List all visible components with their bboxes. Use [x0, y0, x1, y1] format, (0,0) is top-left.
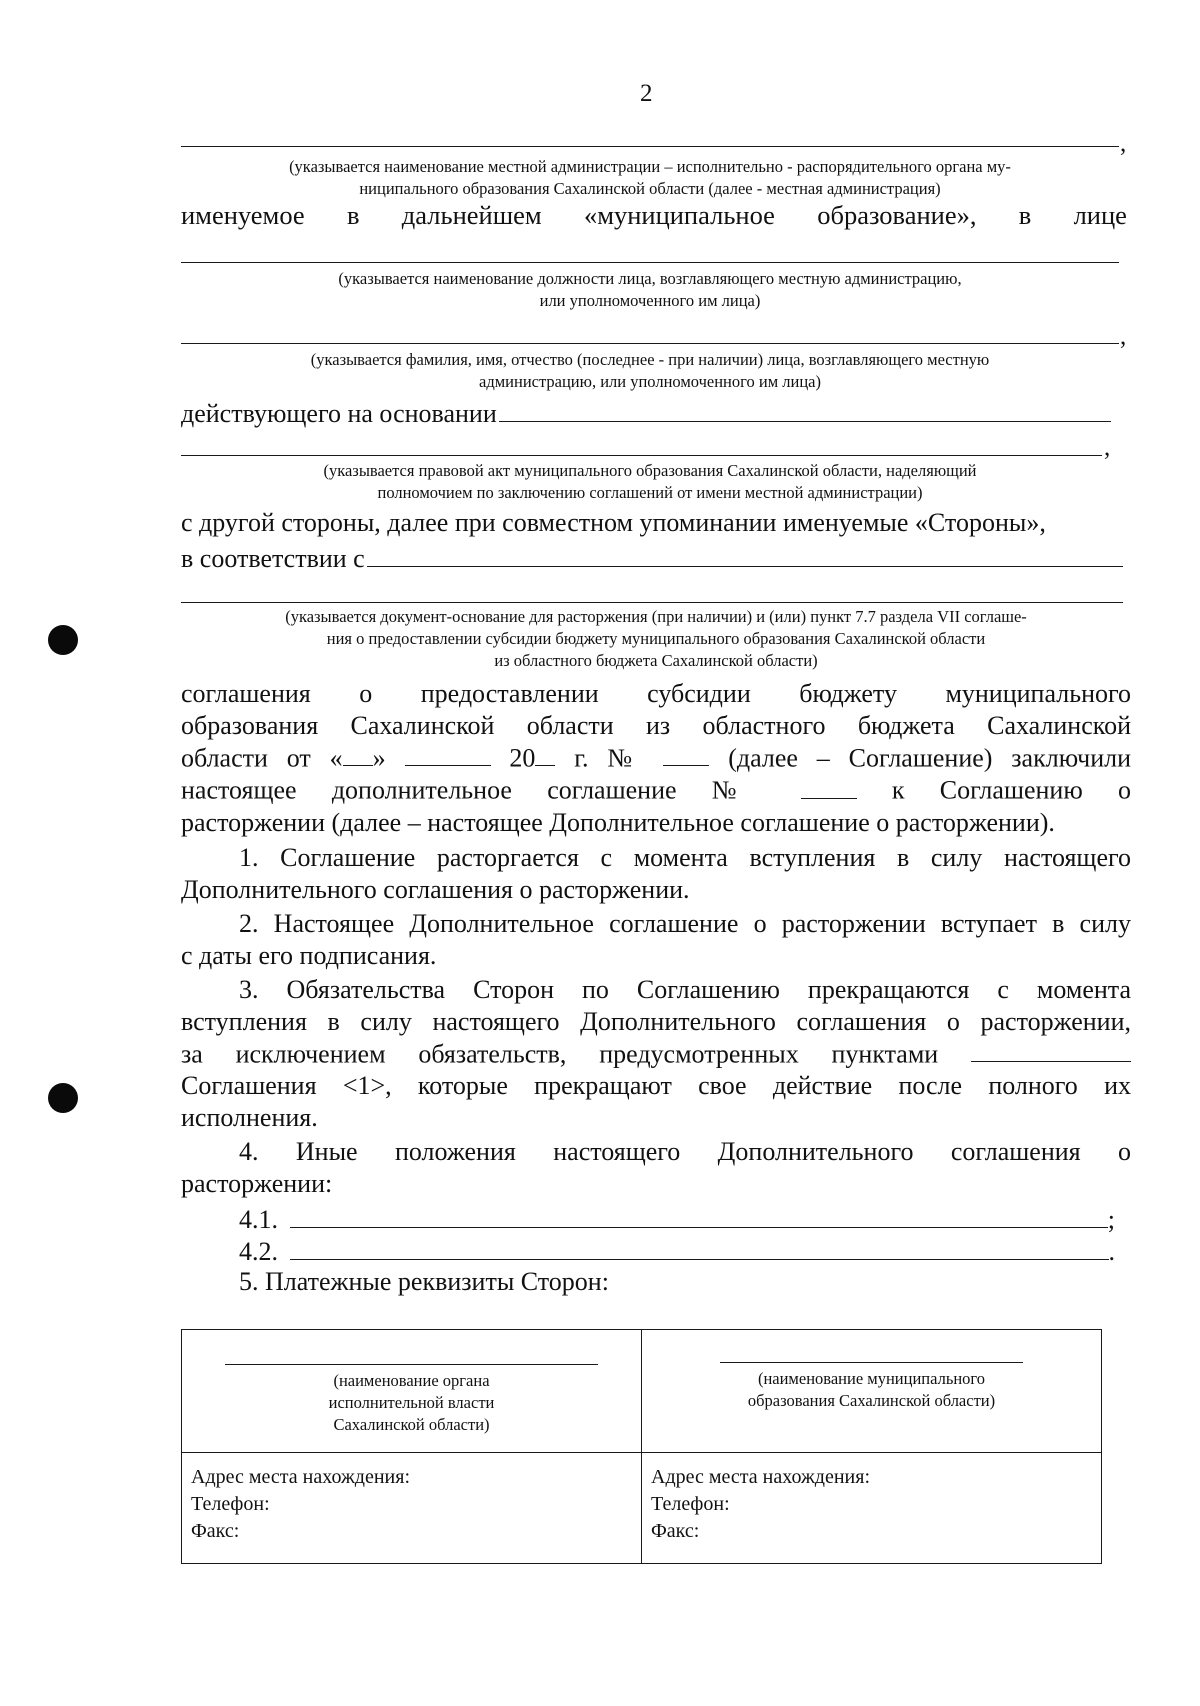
acting-basis-blank	[499, 396, 1111, 422]
left-address-cell	[182, 1453, 642, 1564]
comma-mark: ,	[1120, 323, 1127, 350]
note-position: (указывается наименование должности лица, возглавляющего местную администрацию, или уполномоченного им лица)	[338, 269, 962, 310]
left-header-cell	[182, 1330, 642, 1453]
named-clause: именуемое в дальнейшем «муниципальное образование», в лице	[181, 200, 1127, 230]
right-name-line	[720, 1362, 1023, 1363]
number-blank	[663, 742, 709, 766]
supplement-number-blank	[801, 774, 857, 798]
legal-act-line	[181, 455, 1102, 456]
agreement-date-line: области от « » 20 г. № (далее – Соглашение) заключили	[181, 743, 1132, 773]
fax-label: Факс:	[651, 1520, 700, 1542]
left-caption: (наименование органа исполнительной власти Сахалинской области)	[328, 1371, 495, 1434]
punch-hole-top	[48, 625, 78, 655]
fax-label: Факс:	[191, 1520, 240, 1542]
position-line	[181, 262, 1119, 263]
day-blank	[343, 742, 373, 766]
item-4-1: 4.1. ;	[239, 1202, 1115, 1236]
requisites-table	[181, 1329, 1102, 1564]
according-blank	[367, 541, 1123, 567]
item-4-1-blank	[290, 1202, 1108, 1228]
right-header-cell	[642, 1330, 1102, 1453]
item-2: 2. Настоящее Дополнительное соглашение о расторжении вступает в силу	[239, 909, 1131, 938]
punch-hole-bottom	[48, 1083, 78, 1113]
acting-basis-row: действующего на основании	[181, 396, 1111, 430]
item-3: 3. Обязательства Сторон по Соглашению прекращаются с момента	[239, 975, 1131, 1004]
item-5: 5. Платежные реквизиты Сторон:	[239, 1267, 609, 1296]
note-legal-act: (указывается правовой акт муниципального образования Сахалинской области, наделяющий полномочием по заключению соглашений от имени местной администрации)	[323, 461, 977, 502]
item-4: 4. Иные положения настоящего Дополнительного соглашения о	[239, 1137, 1131, 1167]
points-blank	[971, 1038, 1131, 1062]
phone-label: Телефон:	[191, 1493, 270, 1515]
basis-document-line	[181, 602, 1123, 603]
page-number: 2	[640, 80, 653, 107]
note-basis-document: (указывается документ-основание для расторжения (при наличии) и (или) пункт 7.7 раздела VII соглаше- ния о предоставлении субсидии бюджету муниципального образования Сахалинской области из областного бюджета Сахалинской области)	[285, 607, 1027, 670]
phone-label: Телефон:	[651, 1493, 730, 1515]
main-paragraph: соглашения о предоставлении субсидии бюджету муниципального образования Сахалинской области из областного бюджета Сахалинской области от « » 20 г. № (далее – Соглашение) заключили настоящее дополнительное соглашение № к Соглашению о расторжении (далее – настоящее Дополнительное соглашение о расторжении).	[181, 679, 1132, 837]
other-side-text: с другой стороны, далее при совместном упоминании именуемые «Стороны»,	[181, 508, 1046, 537]
item-3-points-line: за исключением обязательств, предусмотренных пунктами	[181, 1038, 1131, 1070]
item-4-2: 4.2. .	[239, 1234, 1115, 1268]
numbered-items: 1. Соглашение расторгается с момента вступления в силу настоящего Дополнительного соглашения о расторжении. 2. Настоящее Дополнительное соглашение о расторжении вступает в силу с даты его подписания. 3. Обязательства Сторон по Соглашению прекращаются с момента вступления в силу настоящего Дополнительного соглашения о расторжении, за исключением обязательств, предусмотренных пунктами Соглашения <1>, которые прекращают свое действие после полного их исполнения. 4. Иные положения настоящего Дополнительного соглашения о расторжении:	[181, 843, 1131, 1199]
month-blank	[405, 742, 491, 766]
year-blank	[535, 742, 555, 766]
note-admin-name: (указывается наименование местной администрации – исполнительно - распорядительного органа му- ниципального образования Сахалинской области (далее - местная администрация)	[289, 157, 1011, 198]
left-name-line	[225, 1364, 598, 1365]
right-address-cell	[642, 1453, 1102, 1564]
address-label: Адрес места нахождения:	[191, 1466, 410, 1488]
item-4-2-blank	[290, 1234, 1109, 1260]
comma-mark: ,	[1120, 130, 1127, 157]
note-fio: (указывается фамилия, имя, отчество (последнее - при наличии) лица, возглавляющего местную администрацию, или уполномоченного им лица)	[310, 350, 990, 391]
admin-name-line	[181, 146, 1119, 147]
according-row: в соответствии с	[181, 541, 1123, 575]
address-label: Адрес места нахождения:	[651, 1466, 870, 1488]
supplement-number-line: настоящее дополнительное соглашение № к Соглашению о	[181, 775, 1132, 805]
comma-mark: ,	[1104, 434, 1111, 461]
item-1: 1. Соглашение расторгается с момента вступления в силу настоящего	[239, 843, 1131, 872]
right-caption: (наименование муниципального образования Сахалинской области)	[747, 1369, 996, 1410]
fio-line	[181, 343, 1119, 344]
